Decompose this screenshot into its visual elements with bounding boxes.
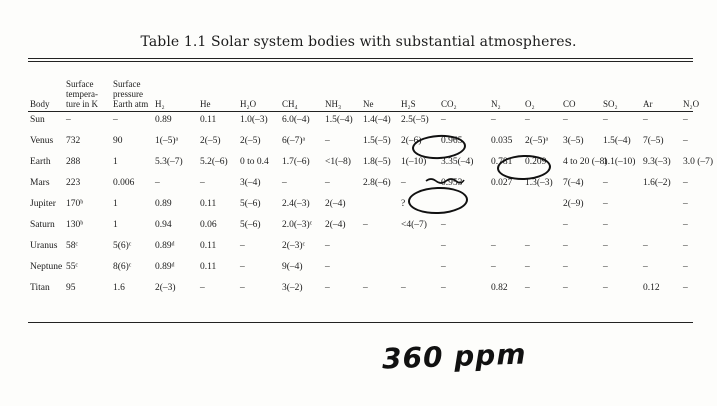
- table-row: [28, 235, 713, 256]
- table-cell: 2(–4): [325, 198, 346, 209]
- column-header: H₂S: [401, 99, 416, 109]
- table-cell: 0.89ᵈ: [155, 261, 175, 272]
- table-cell: –: [525, 261, 530, 272]
- table-cell: –: [200, 177, 205, 188]
- handwritten-note: 360 ppm: [381, 337, 528, 376]
- column-header: NH₃: [325, 99, 342, 109]
- table-cell: ?: [401, 198, 406, 209]
- table-cell: –: [563, 261, 568, 272]
- table-cell: –: [683, 114, 688, 125]
- table-cell: [523, 193, 561, 214]
- table-cell: 3.0 (–7): [683, 156, 714, 167]
- table-cell: 5(–6): [240, 198, 261, 209]
- table-cell: –: [563, 240, 568, 251]
- table-cell: 0.89ᵈ: [155, 240, 175, 251]
- table-cell: –: [282, 177, 287, 188]
- table-cell: 0.89: [155, 198, 172, 209]
- table-cell: –: [240, 282, 245, 293]
- column-header: N₂O: [683, 99, 700, 109]
- table-cell: –: [441, 114, 446, 125]
- table-cell: 4 to 20 (–8): [563, 156, 608, 167]
- table-cell: –: [525, 282, 530, 293]
- table-cell: 1: [113, 219, 118, 230]
- table-row: [28, 214, 713, 235]
- body-name-cell: Mars: [30, 177, 50, 188]
- table-cell: –: [325, 240, 330, 251]
- table-cell: –: [401, 177, 406, 188]
- table-cell: 0.209: [525, 156, 547, 167]
- table-cell: 9(–4): [282, 261, 303, 272]
- table-cell: 170ᵇ: [66, 198, 84, 209]
- table-cell: 1.1(–10): [603, 156, 636, 167]
- table-row: [28, 256, 713, 277]
- table-cell: 2(–5): [200, 135, 221, 146]
- table-cell: 9.3(–3): [643, 156, 671, 167]
- table-cell: 1: [113, 198, 118, 209]
- table-cell: 2(–3): [155, 282, 176, 293]
- table-cell: –: [603, 198, 608, 209]
- column-header: SO₂: [603, 99, 618, 109]
- table-row: [28, 130, 713, 151]
- table-cell: –: [66, 114, 71, 125]
- table-cell: 3(–4): [240, 177, 261, 188]
- body-name-cell: Neptune: [30, 261, 63, 272]
- table-cell: –: [155, 177, 160, 188]
- table-cell: –: [603, 177, 608, 188]
- table-cell: –: [563, 114, 568, 125]
- table-row: [28, 151, 713, 172]
- table-cell: 0 to 0.4: [240, 156, 269, 167]
- table-cell: 130ᵇ: [66, 219, 84, 230]
- table-cell: 1(–10): [401, 156, 427, 167]
- table-cell: 2(–9): [563, 198, 584, 209]
- body-name-cell: Earth: [30, 156, 51, 167]
- table-cell: [489, 214, 523, 235]
- table-cell: 0.035: [491, 135, 513, 146]
- table-cell: 2(–4): [325, 219, 346, 230]
- table-cell: 5(–6): [240, 219, 261, 230]
- table-cell: [641, 214, 681, 235]
- table-cell: –: [603, 219, 608, 230]
- column-header: H₂: [155, 99, 165, 109]
- table-cell: 5.2(–6): [200, 156, 228, 167]
- table-cell: –: [491, 261, 496, 272]
- table-cell: –: [441, 261, 446, 272]
- table-cell: 2(–5)ᵃ: [525, 135, 549, 146]
- body-name-cell: Jupiter: [30, 198, 56, 209]
- table-cell: 3(–2): [282, 282, 303, 293]
- table-cell: –: [525, 114, 530, 125]
- column-header: Ne: [363, 99, 374, 109]
- table-cell: 7(–4): [563, 177, 584, 188]
- table-cell: –: [240, 261, 245, 272]
- table-cell: 1.5(–4): [603, 135, 631, 146]
- table-cell: 58ᶜ: [66, 240, 78, 251]
- table-cell: 0.006: [113, 177, 135, 188]
- table-cell: <4(–7): [401, 219, 427, 230]
- table-cell: –: [401, 282, 406, 293]
- column-header: Ar: [643, 99, 653, 109]
- table-cell: 0.11: [200, 198, 217, 209]
- table-cell: –: [363, 282, 368, 293]
- table-cell: 223: [66, 177, 81, 188]
- table-cell: 0.953: [441, 177, 463, 188]
- table-cell: –: [563, 219, 568, 230]
- table-cell: –: [491, 114, 496, 125]
- table-cell: 3.35(–4): [441, 156, 474, 167]
- table-cell: 1.5(–4): [325, 114, 353, 125]
- body-name-cell: Sun: [30, 114, 45, 125]
- table-cell: –: [441, 219, 446, 230]
- table-row: [28, 193, 713, 214]
- table-cell: [399, 235, 439, 256]
- column-header: CH₄: [282, 99, 298, 109]
- table-cell: –: [683, 135, 688, 146]
- table-cell: 0.11: [200, 261, 217, 272]
- column-header: CO: [563, 99, 576, 109]
- body-name-cell: Titan: [30, 282, 50, 293]
- table-cell: –: [683, 261, 688, 272]
- table-cell: –: [683, 240, 688, 251]
- table-cell: 2(–3)ᶜ: [282, 240, 306, 251]
- table-cell: –: [240, 240, 245, 251]
- table-cell: [361, 256, 399, 277]
- table-body: [28, 109, 713, 298]
- table-cell: 1.4(–4): [363, 114, 391, 125]
- table-cell: 0.781: [491, 156, 513, 167]
- table-cell: 1.0(–3): [240, 114, 268, 125]
- table-cell: 0.82: [491, 282, 508, 293]
- table-cell: 2.0(–3)ᶜ: [282, 219, 313, 230]
- table-cell: 0.965: [441, 135, 463, 146]
- table-cell: 6.0(–4): [282, 114, 310, 125]
- table-cell: –: [683, 282, 688, 293]
- table-cell: [361, 235, 399, 256]
- top-rule-double: [28, 61, 693, 62]
- table-cell: <1(–8): [325, 156, 351, 167]
- table-cell: 1.6: [113, 282, 125, 293]
- table-cell: –: [325, 282, 330, 293]
- table-cell: –: [525, 240, 530, 251]
- table-cell: –: [325, 177, 330, 188]
- body-name-cell: Uranus: [30, 240, 58, 251]
- table-cell: 1(–5)ᵃ: [155, 135, 179, 146]
- table-cell: 90: [113, 135, 123, 146]
- table-cell: –: [603, 261, 608, 272]
- column-header: Surface tempera-ture in K: [66, 79, 98, 109]
- table-cell: 0.11: [200, 114, 217, 125]
- column-header: Body: [30, 99, 50, 109]
- header-row: [28, 63, 713, 109]
- table-cell: –: [325, 261, 330, 272]
- table-cell: 288: [66, 156, 81, 167]
- table-cell: [399, 256, 439, 277]
- column-header: He: [200, 99, 211, 109]
- table-cell: 1.6(–2): [643, 177, 671, 188]
- table-cell: [641, 193, 681, 214]
- table-cell: 0.94: [155, 219, 172, 230]
- column-header: CO₂: [441, 99, 457, 109]
- table-cell: 0.027: [491, 177, 513, 188]
- table-cell: 0.89: [155, 114, 172, 125]
- table-cell: 0.12: [643, 282, 660, 293]
- atmospheres-table: [28, 63, 713, 298]
- table-cell: –: [563, 282, 568, 293]
- table-row: [28, 109, 713, 130]
- table-cell: 2(–6): [401, 135, 422, 146]
- table-cell: –: [603, 282, 608, 293]
- table-cell: [361, 193, 399, 214]
- table-cell: –: [603, 240, 608, 251]
- table-cell: [523, 214, 561, 235]
- table-cell: 1.5(–5): [363, 135, 391, 146]
- table-cell: –: [603, 114, 608, 125]
- table-cell: –: [683, 198, 688, 209]
- table-cell: 2(–5): [240, 135, 261, 146]
- column-header: H₂O: [240, 99, 257, 109]
- table-cell: 8(6)ᶜ: [113, 261, 132, 272]
- table-cell: 1.3(–3): [525, 177, 553, 188]
- table-cell: –: [441, 282, 446, 293]
- bottom-rule: [28, 322, 693, 323]
- table-cell: 95: [66, 282, 76, 293]
- column-header: O₂: [525, 99, 535, 109]
- table-cell: 1.7(–6): [282, 156, 310, 167]
- table-cell: 0.11: [200, 240, 217, 251]
- table-cell: [439, 193, 489, 214]
- table-cell: 2.8(–6): [363, 177, 391, 188]
- table-cell: 6(–7)ᵃ: [282, 135, 306, 146]
- table-cell: –: [491, 240, 496, 251]
- table-cell: 1: [113, 156, 118, 167]
- table-cell: –: [325, 135, 330, 146]
- table-cell: –: [643, 240, 648, 251]
- body-name-cell: Venus: [30, 135, 54, 146]
- top-rule: [28, 58, 693, 59]
- table-title: Table 1.1 Solar system bodies with substantial atmospheres.: [140, 34, 577, 50]
- column-header: N₂: [491, 99, 501, 109]
- table-cell: –: [113, 114, 118, 125]
- table-cell: 55ᶜ: [66, 261, 78, 272]
- table-cell: 5.3(–7): [155, 156, 183, 167]
- table-cell: –: [363, 219, 368, 230]
- table-cell: 732: [66, 135, 81, 146]
- table-cell: 2.4(–3): [282, 198, 310, 209]
- table-cell: [489, 193, 523, 214]
- table-cell: 5(6)ᶜ: [113, 240, 132, 251]
- table-cell: –: [683, 219, 688, 230]
- underline-scribble: [425, 177, 465, 185]
- table-row: [28, 172, 713, 193]
- table-cell: –: [441, 240, 446, 251]
- table-cell: 2.5(–5): [401, 114, 429, 125]
- body-name-cell: Saturn: [30, 219, 55, 230]
- table-cell: 1.8(–5): [363, 156, 391, 167]
- table-cell: 3(–5): [563, 135, 584, 146]
- table-cell: 7(–5): [643, 135, 664, 146]
- column-header: Surface pressure Earth atm: [113, 79, 149, 109]
- table-cell: –: [200, 282, 205, 293]
- table-row: [28, 277, 713, 298]
- table-cell: –: [683, 177, 688, 188]
- table-cell: –: [643, 114, 648, 125]
- table-cell: –: [643, 261, 648, 272]
- table-cell: 0.06: [200, 219, 217, 230]
